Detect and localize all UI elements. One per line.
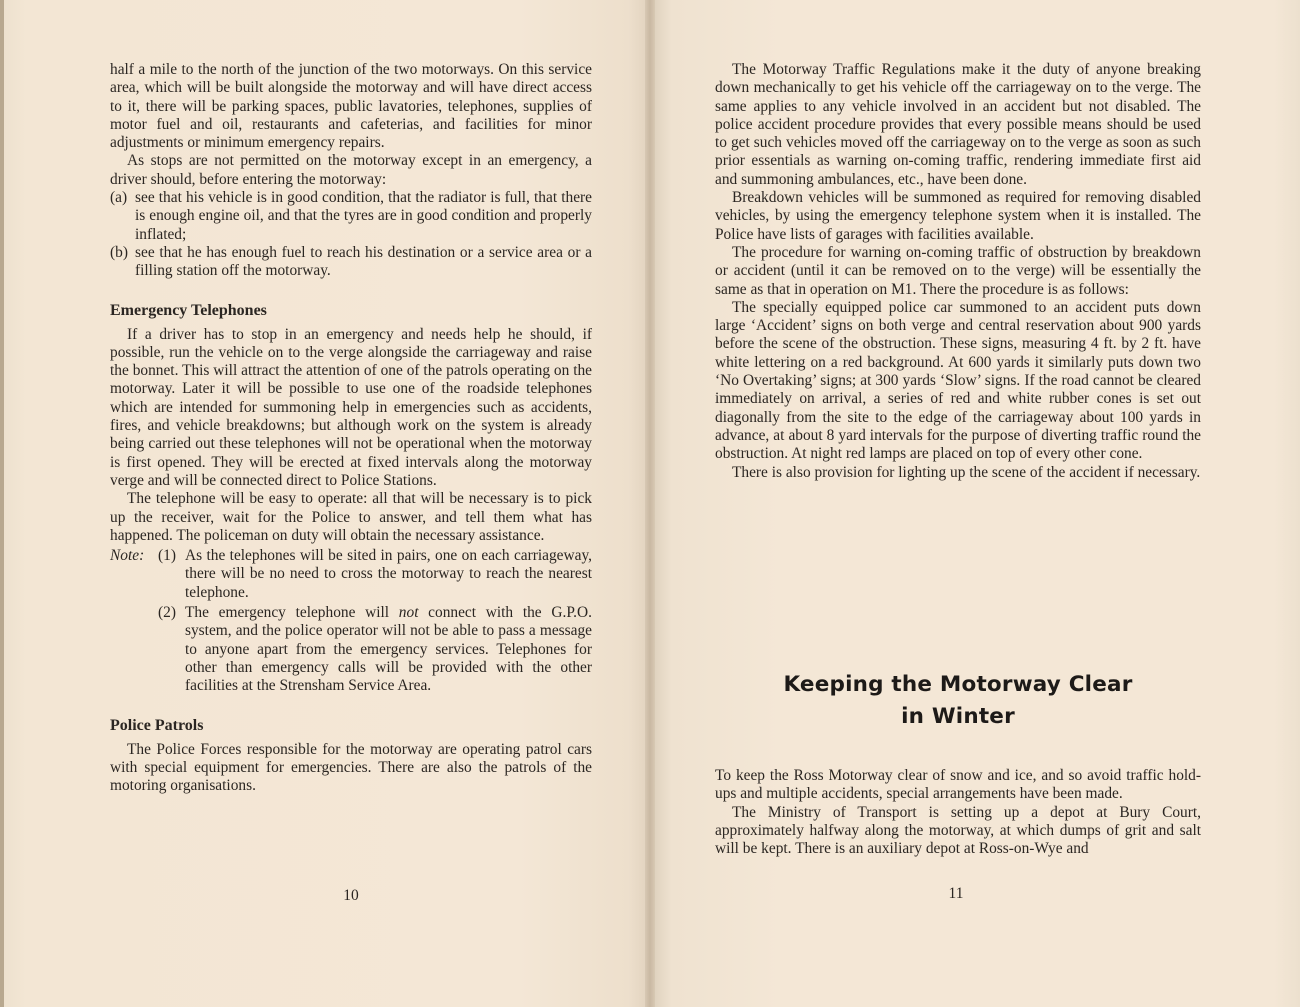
left-paragraph-3: If a driver has to stop in an emergency and needs help he should, if possible, run the vehicle on to the verge alongside the carriageway and raise the bonnet. This will attract the attention of one of the patrols operating on the motorway. Later it will be possible to use one of the roadside telephones which are intended for summoning help in emergencies such as accidents, fires, and vehicle breakdowns; but although work on the system is already being carried out these telephones will not be operational when the motorway is first opened. They will be erected at fixed intervals along the motorway verge and will be connected direct to Police Stations. (110, 325, 592, 489)
note-1-text: As the telephones will be sited in pairs, one on each carriageway, there will be no need to cross the motorway to reach the nearest telephone. (185, 547, 592, 601)
list-item-b-label: (b) (110, 243, 128, 261)
list-item-b (110, 244, 592, 281)
left-paragraph-5: The Police Forces responsible for the motorway are operating patrol cars with special equipment for emergencies. There are also the patrols of the motoring organisations. (110, 740, 592, 795)
right-paragraph-3: The procedure for warning on-coming traffic of obstruction by breakdown or accident (until it can be removed on to the verge) will be essentially the same as that in operation on M1. There the procedure is as follows: (715, 243, 1201, 298)
right-column-bottom (715, 767, 1201, 858)
note-2-text-emphasis: not (398, 604, 419, 622)
left-paragraph-1: half a mile to the north of the junction of the two motorways. On this service area, which will be built alongside the motorway and will have direct access to it, there will be parking spaces, public lavatories, telephones, supplies of motor fuel and oil, restaurants and cafeterias, and facilities for minor adjustments or minimum emergency repairs. (110, 61, 592, 152)
right-column-top (715, 61, 1201, 482)
right-paragraph-1: The Motorway Traffic Regulations make it the duty of anyone breaking down mechanically to get his vehicle off the carriageway on to the verge. The same applies to any vehicle involved in an accident but not disabled. The police accident procedure provides that every possible means should be used to get such vehicles moved off the carriageway on to the verge as soon as such prior essentials as warning on-coming traffic, rendering immediate first aid and summoning ambulances, etc., have been done. (715, 61, 1201, 188)
right-paragraph-6: To keep the Ross Motorway clear of snow and ice, and so avoid traffic hold-ups and multiple accidents, special arrangements have been made. (715, 767, 1201, 803)
right-paragraph-5: There is also provision for lighting up the scene of the accident if necessary. (732, 463, 1201, 481)
note-2-text-post: connect with the G.P.O. system, and the police operator will not be able to pass a message to anyone apart from the emergency services. Telephones for other than emergency calls will be provided with the other facilities at the Strensham Service Area. (185, 604, 592, 695)
left-paragraph-4: The telephone will be easy to operate: all that will be necessary is to pick up the receiver, wait for the Police to answer, and tell them what has happened. The policeman on duty will obtain the necessary assistance. (110, 490, 592, 544)
right-paragraph-4: The specially equipped police car summoned to an accident puts down large ‘Accident’ signs on both verge and central reservation about 900 yards before the scene of the obstruction. These signs, measuring 4 ft. by 2 ft. have white lettering on a red background. At 600 yards it similarly puts down two ‘No Overtaking’ signs; at 300 yards ‘Slow’ signs. If the road cannot be cleared immediately on arrival, a series of red and white rubber cones is set out diagonally from the site to the edge of the carriageway about 100 yards in advance, at about 8 yard intervals for the purpose of diverting traffic round the obstruction. At night red lamps are placed on top of every other cone. (715, 298, 1201, 463)
heading-emergency-telephones: Emergency Telephones (110, 301, 267, 319)
left-page-number: 10 (343, 887, 359, 904)
list-item-a-label: (a) (110, 189, 128, 207)
note-2-label: (2) (158, 604, 176, 622)
right-page-number: 11 (948, 885, 964, 902)
note-1 (110, 547, 592, 602)
list-item-a-text: see that his vehicle is in good condition, that the radiator is full, that there is enough engine oil, and that the tyres are in good condition and properly inflated; (135, 189, 592, 243)
left-column (110, 61, 592, 795)
note-2 (110, 604, 592, 695)
binding-edge (0, 0, 4, 1007)
left-paragraph-2: As stops are not permitted on the motorway except in an emergency, a driver should, before entering the motorway: (110, 152, 592, 188)
list-item-b-text: see that he has enough fuel to reach his destination or a service area or a filling station off the motorway. (135, 243, 592, 280)
note-label: Note: (110, 547, 145, 565)
right-paragraph-7: The Ministry of Transport is setting up a depot at Bury Court, approximately halfway along the motorway, at which dumps of grit and salt will be kept. There is an auxiliary depot at Ross-on-Wye and (715, 803, 1201, 858)
note-1-label: (1) (158, 547, 176, 565)
section-heading-line-2: in Winter (901, 704, 1015, 729)
note-2-text-pre: The emergency telephone will (185, 604, 399, 622)
list-item-a (110, 189, 592, 244)
right-paragraph-2: Breakdown vehicles will be summoned as required for removing disabled vehicles, by using the emergency telephone system when it is installed. The Police have lists of garages with facilities available. (715, 189, 1201, 243)
section-heading-line-1: Keeping the Motorway Clear (783, 672, 1133, 697)
page-gutter (645, 0, 655, 1007)
heading-police-patrols: Police Patrols (110, 716, 204, 734)
